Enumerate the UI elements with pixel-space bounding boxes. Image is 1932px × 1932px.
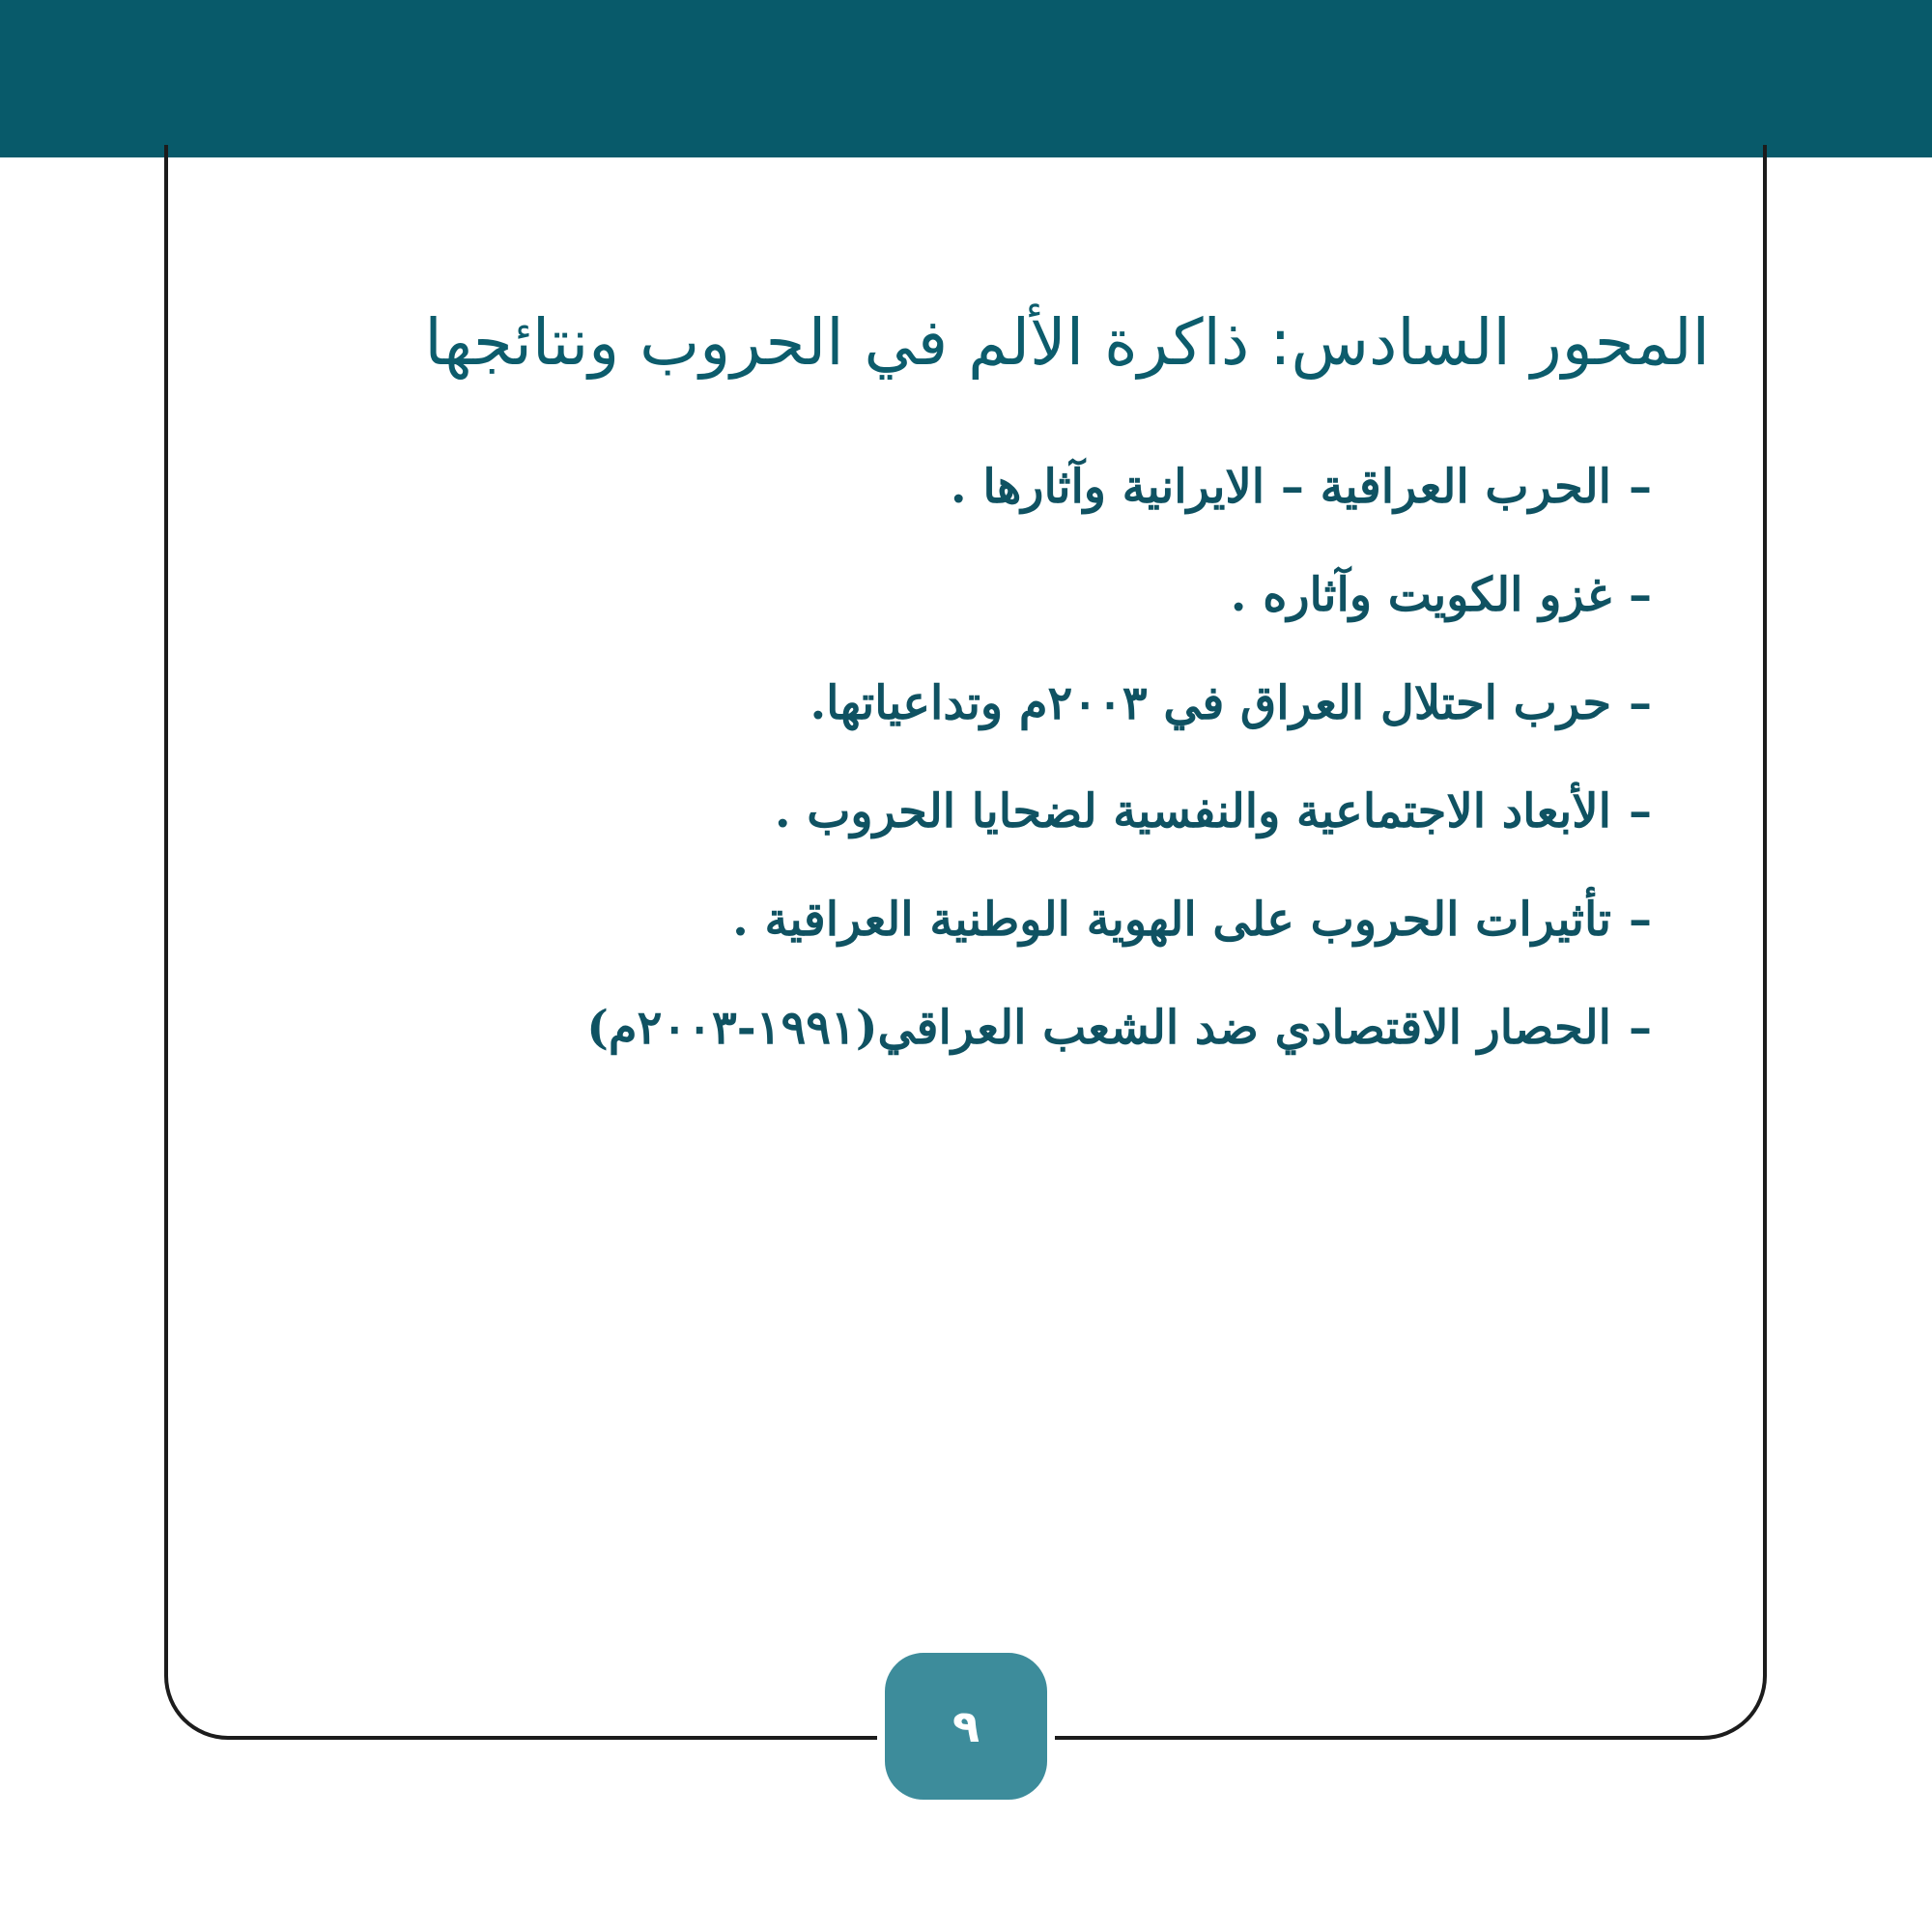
topic-list — [328, 433, 1710, 1082]
list-item — [328, 541, 1652, 649]
page-number: ٩ — [952, 1700, 980, 1752]
page-number-badge — [877, 1645, 1055, 1807]
bullet-dash: – — [1629, 676, 1652, 730]
list-item-text: غزو الكويت وآثاره . — [1230, 568, 1611, 622]
bullet-dash: – — [1629, 784, 1652, 838]
bullet-dash: – — [1629, 460, 1652, 514]
list-item-text: الحرب العراقية – الايرانية وآثارها . — [950, 460, 1611, 514]
bullet-dash: – — [1629, 568, 1652, 622]
main-content — [328, 290, 1710, 1082]
list-item-text: تأثيرات الحروب على الهوية الوطنية العراقية . — [732, 893, 1611, 947]
section-title: المحور السادس: ذاكرة الألم في الحروب ونتائجها — [424, 305, 1710, 380]
list-item — [328, 866, 1652, 974]
list-item-text: الأبعاد الاجتماعية والنفسية لضحايا الحروب . — [774, 784, 1611, 838]
list-item — [328, 649, 1652, 757]
list-item — [328, 974, 1652, 1082]
bullet-dash: – — [1629, 893, 1652, 947]
header-bar — [0, 0, 1932, 157]
list-item — [328, 757, 1652, 866]
list-item-text: الحصار الاقتصادي ضد الشعب العراقي(١٩٩١-٢٠٠٣م) — [586, 1001, 1611, 1055]
list-item — [328, 433, 1652, 541]
list-item-text: حرب احتلال العراق في ٢٠٠٣م وتداعياتها. — [810, 676, 1611, 730]
bullet-dash: – — [1629, 1001, 1652, 1055]
